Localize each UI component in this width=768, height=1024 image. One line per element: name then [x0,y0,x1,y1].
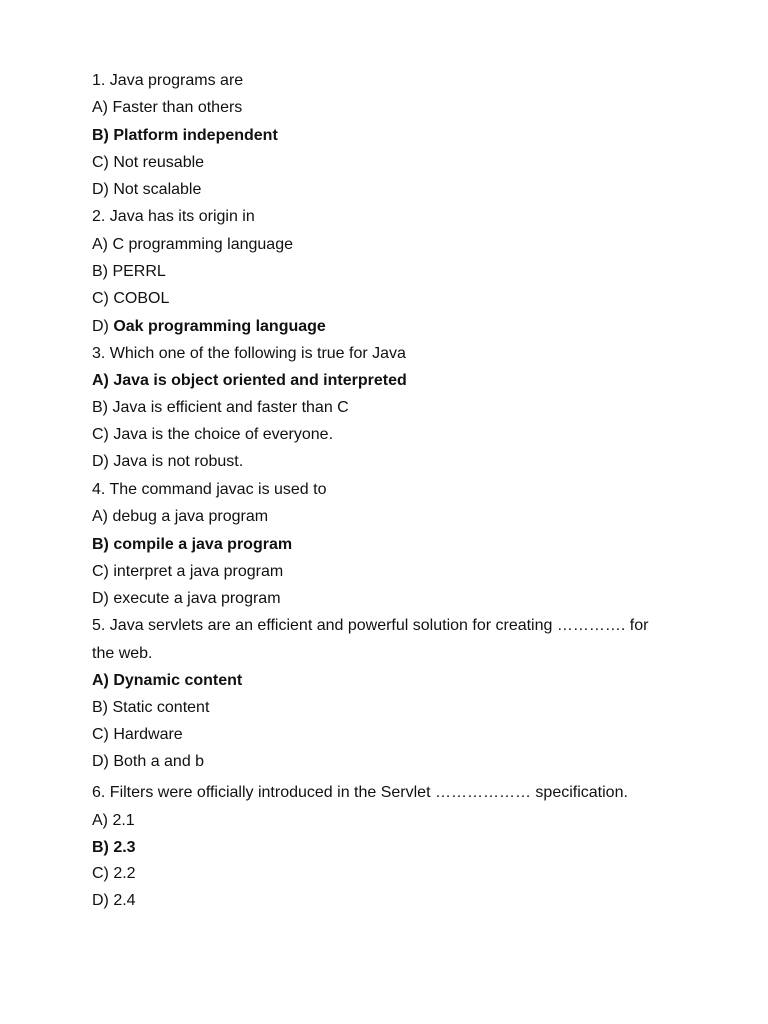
option-2b: B) PERRL [92,263,166,280]
option-6a: A) 2.1 [92,812,135,829]
question-2: 2. Java has its origin in [92,208,255,225]
question-5-line-1: 5. Java servlets are an efficient and powerful solution for creating …………. for [92,617,649,634]
option-4a: A) debug a java program [92,508,269,525]
option-3b: B) Java is efficient and faster than C [92,399,349,416]
option-2c: C) COBOL [92,290,170,307]
question-6: 6. Filters were officially introduced in the Servlet ……………… specification. [92,784,628,801]
option-2d-correct: Oak programming language [113,318,326,335]
option-5b: B) Static content [92,699,210,716]
option-4c: C) interpret a java program [92,563,284,580]
option-5c: C) Hardware [92,726,183,743]
option-2d-prefix: D) [92,318,114,335]
option-3a-correct: A) Java is object oriented and interpreted [92,372,407,389]
option-1c: C) Not reusable [92,154,205,171]
option-4d: D) execute a java program [92,590,281,607]
option-1d: D) Not scalable [92,181,202,198]
option-6d: D) 2.4 [92,892,136,909]
option-4b-correct: B) compile a java program [92,536,293,553]
question-3: 3. Which one of the following is true for Java [92,345,406,362]
option-1b-correct: B) Platform independent [92,127,278,144]
option-3d: D) Java is not robust. [92,453,244,470]
option-2d [92,317,326,337]
option-2a: A) C programming language [92,236,293,253]
option-6b-correct: B) 2.3 [92,839,136,856]
question-5-line-2: the web. [92,645,153,662]
question-4: 4. The command javac is used to [92,481,327,498]
question-1: 1. Java programs are [92,72,244,89]
option-1a: A) Faster than others [92,99,243,116]
option-5a-correct: A) Dynamic content [92,672,243,689]
option-6c: C) 2.2 [92,865,136,882]
option-5d: D) Both a and b [92,753,205,770]
option-3c: C) Java is the choice of everyone. [92,426,334,443]
